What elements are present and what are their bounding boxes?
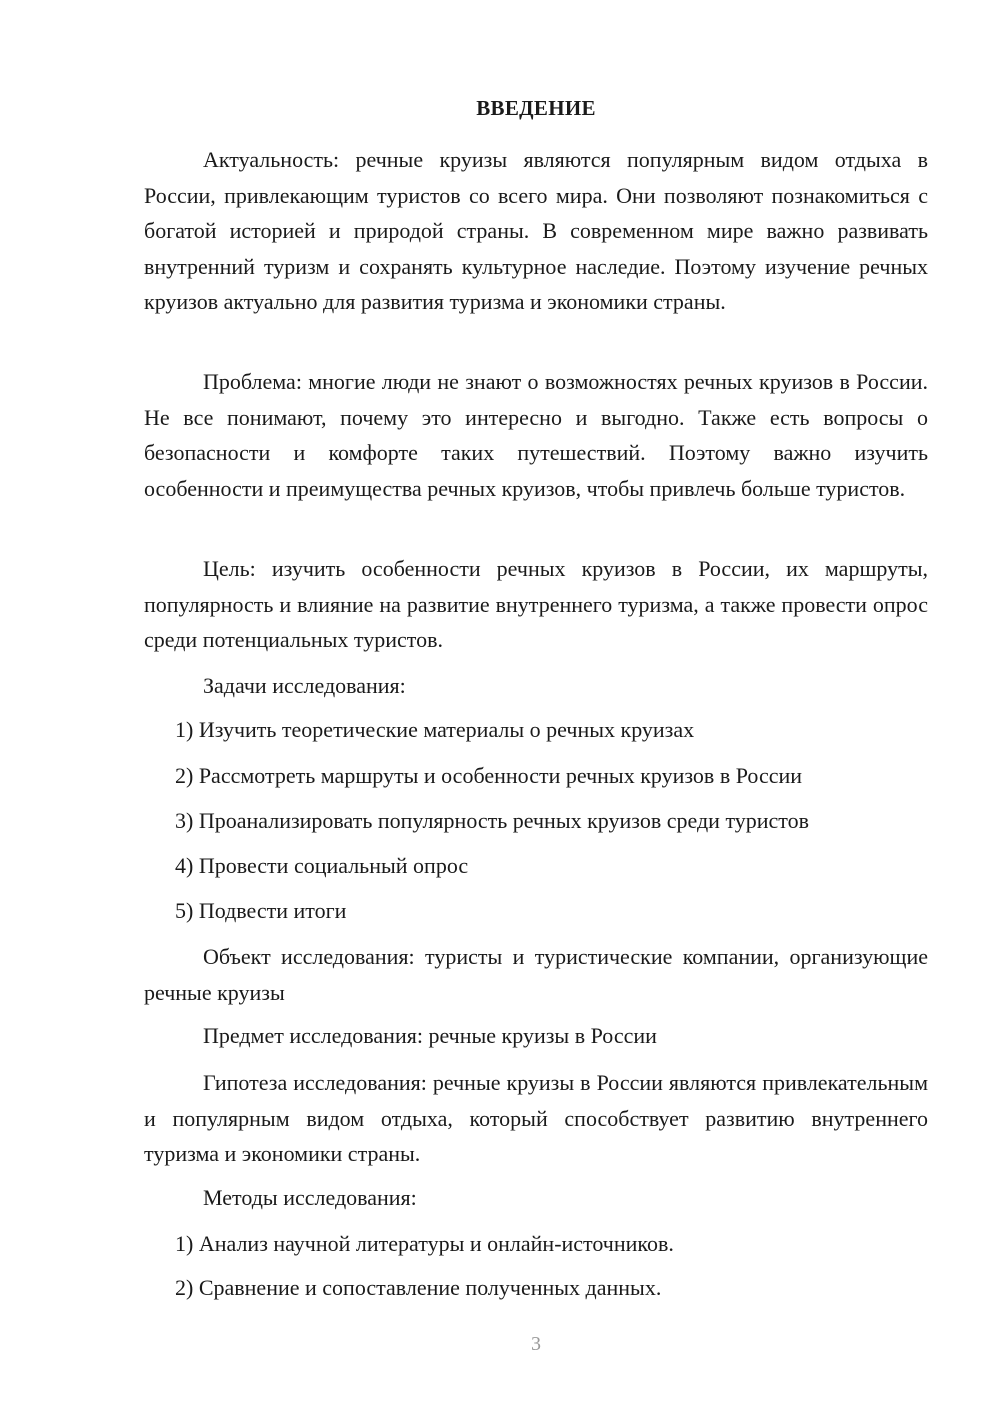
task-item-4: 4) Провести социальный опрос [175,853,469,878]
task-item-3: 3) Проанализировать популярность речных круизов среди туристов [175,808,810,833]
page-number: 3 [531,1333,541,1355]
tasks-heading: Задачи исследования: [203,673,406,698]
task-item-2: 2) Рассмотреть маршруты и особенности речных круизов в России [175,763,803,788]
object-paragraph: Объект исследования: туристы и туристические компании, организующие речные круизы [144,944,928,1005]
task-item-5: 5) Подвести итоги [175,898,347,923]
task-item-1: 1) Изучить теоретические материалы о речных круизах [175,717,695,742]
method-item-1: 1) Анализ научной литературы и онлайн-источников. [175,1231,674,1256]
methods-heading: Методы исследования: [203,1185,417,1210]
subject-line: Предмет исследования: речные круизы в России [203,1023,657,1048]
page-title: ВВЕДЕНИЕ [476,96,596,120]
goal-paragraph: Цель: изучить особенности речных круизов в России, их маршруты, популярность и влияние на развитие внутреннего туризма, а также провести опрос среди потенциальных туристов. [144,556,928,652]
method-item-2: 2) Сравнение и сопоставление полученных данных. [175,1275,662,1300]
problem-paragraph: Проблема: многие люди не знают о возможностях речных круизов в России. Не все понимают, почему это интересно и выгодно. Также есть вопросы о безопасности и комфорте таких путешествий. Поэтому важно изучить особенности и преимущества речных круизов, чтобы привлечь больше туристов. [144,369,928,501]
hypothesis-paragraph: Гипотеза исследования: речные круизы в России являются привлекательным и популярным видом отдыха, который способствует развитию внутреннего туризма и экономики страны. [144,1070,928,1166]
relevance-paragraph: Актуальность: речные круизы являются популярным видом отдыха в России, привлекающим туристов со всего мира. Они позволяют познакомиться с богатой историей и природой страны. В современном мире важно развивать внутренний туризм и сохранять культурное наследие. Поэтому изучение речных круизов актуально для развития туризма и экономики страны. [144,147,928,314]
